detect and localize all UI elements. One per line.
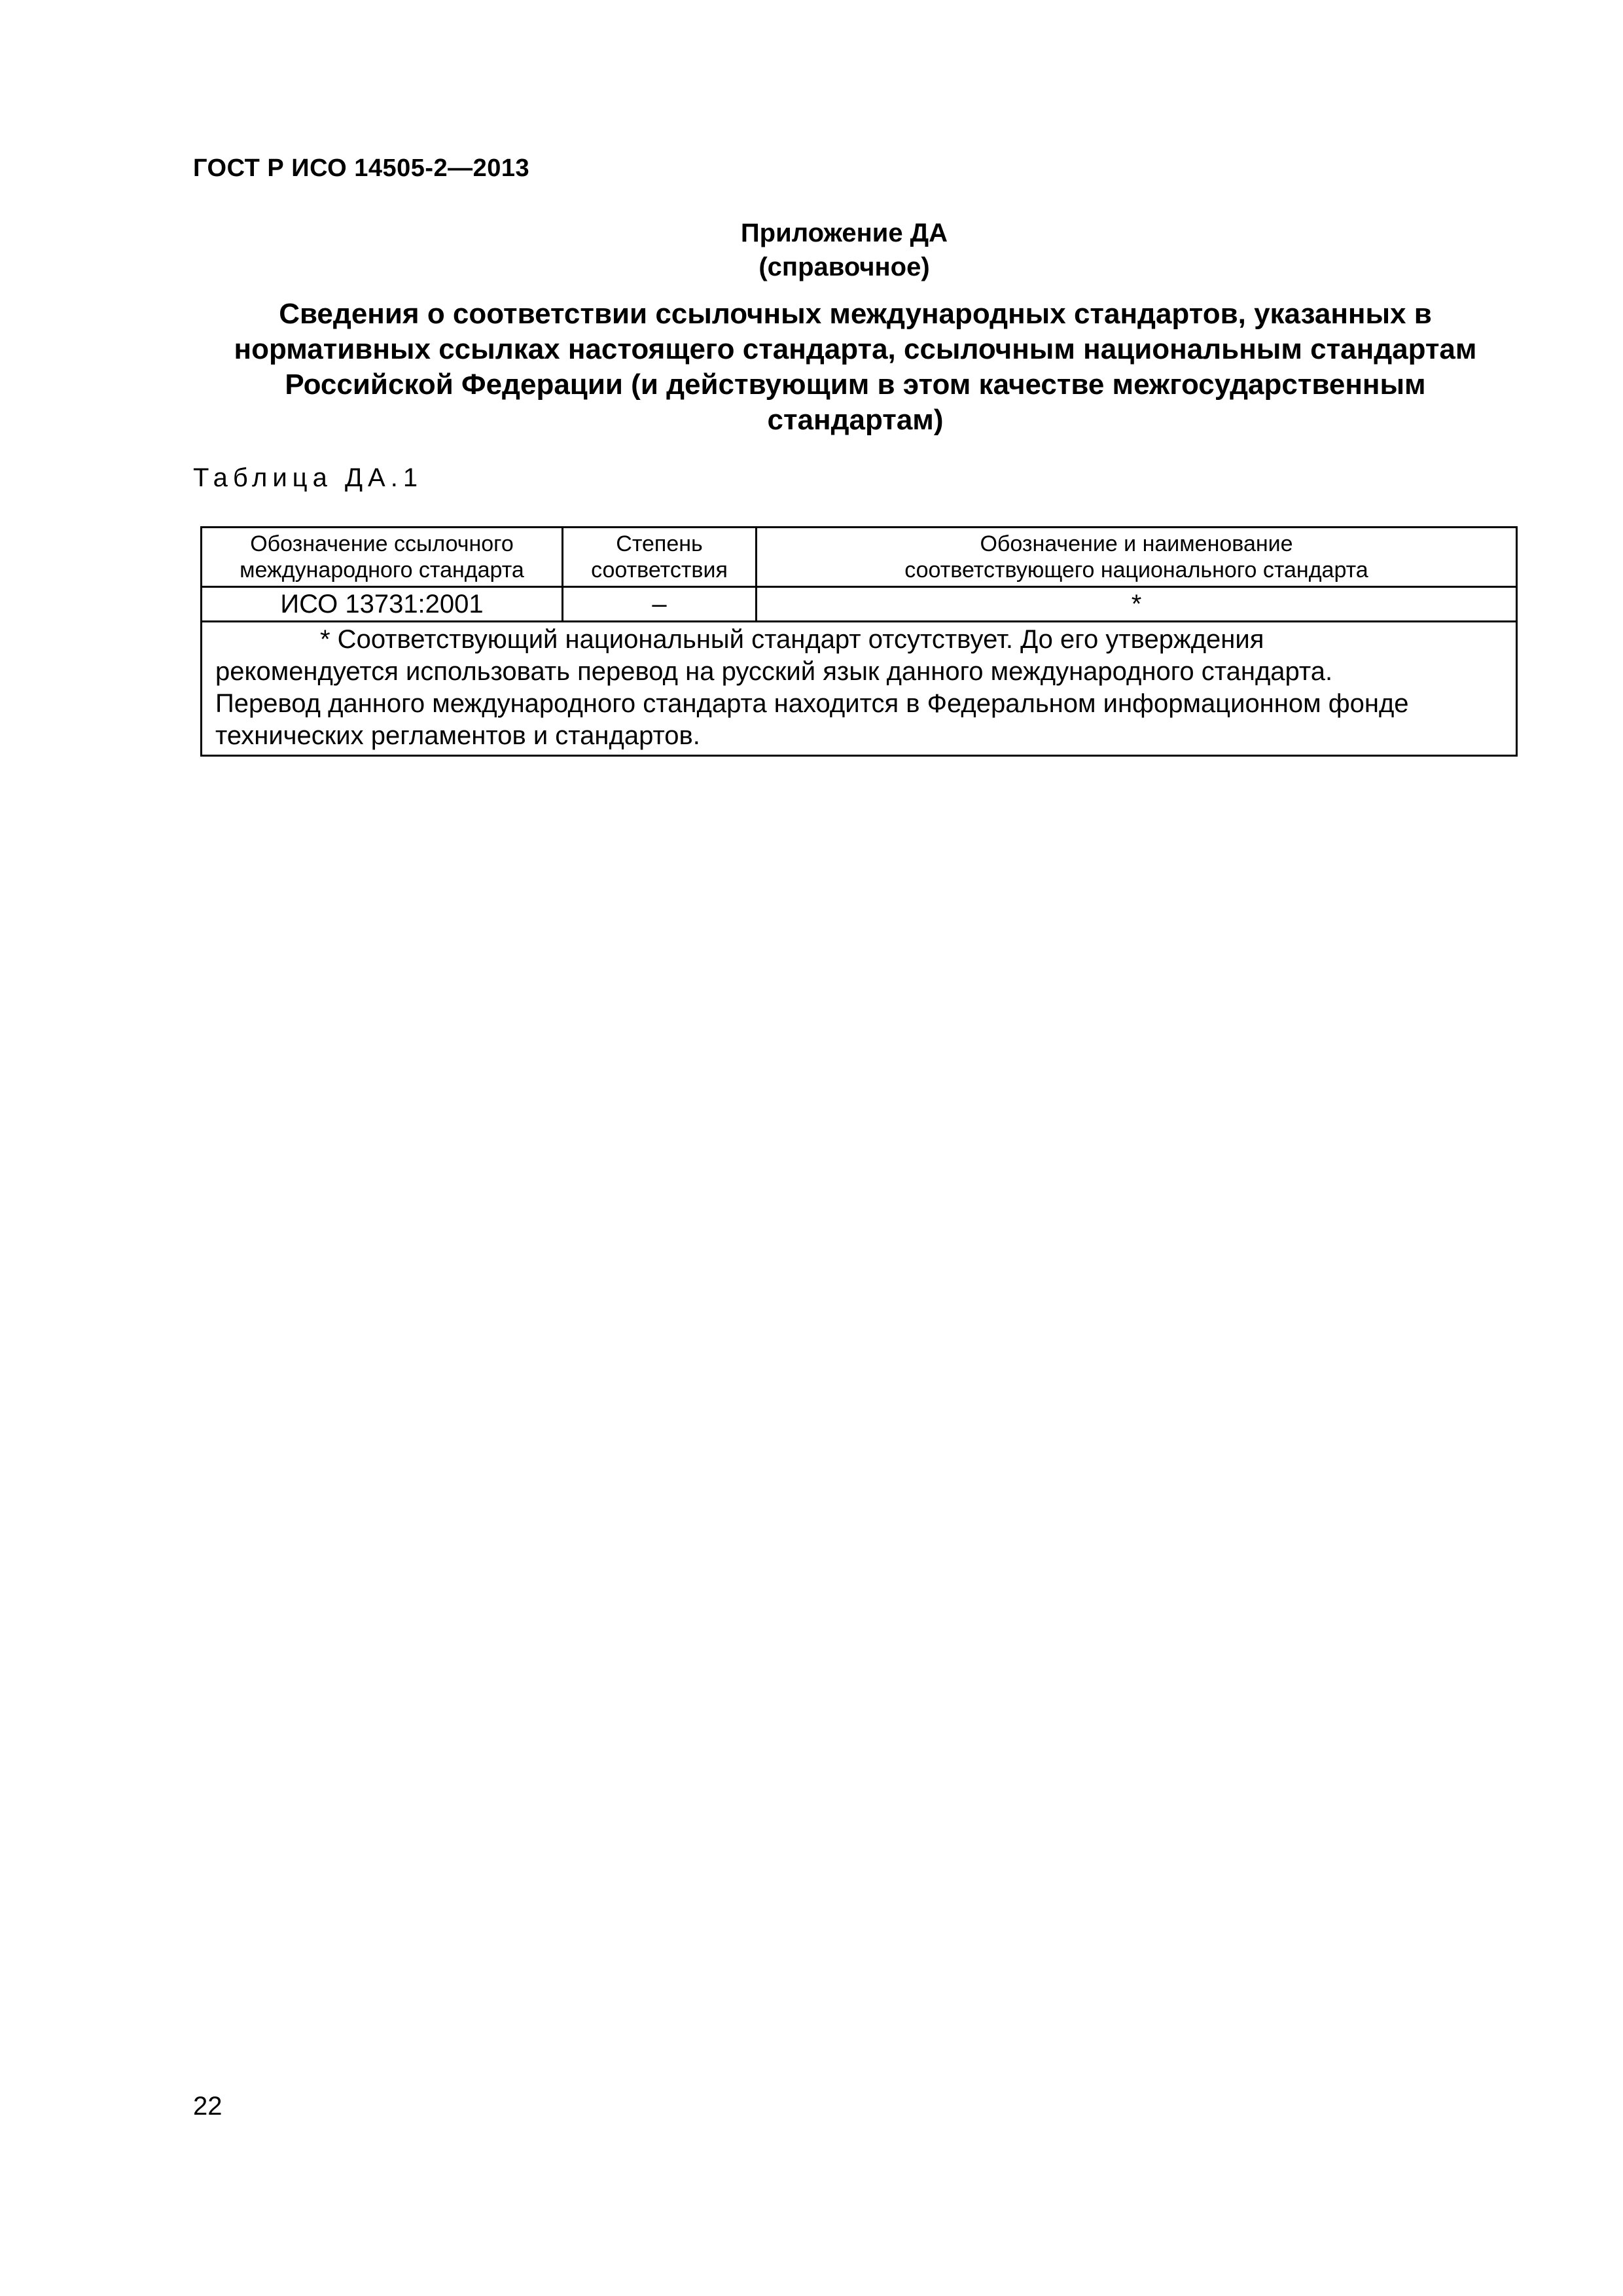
table-footnote [202,622,1517,756]
footnote-line: * Соответствующий национальный стандарт отсутствует. До его утверждения [320,625,1264,654]
column-header-degree-of-conformity: Степень соответствия [563,528,757,587]
table-header-row [202,528,1517,587]
table-row [202,587,1517,622]
heading-line: Российской Федерации (и действующим в этом качестве межгосударственным [285,368,1426,401]
heading-line: Сведения о соответствии ссылочных международных стандартов, указанных в [279,298,1432,330]
heading-line: стандартам) [767,404,944,436]
appendix-label [0,216,1623,284]
table-cell-international-standard: ИСО 13731:2001 [202,587,563,622]
table-cell-national-standard: * [757,587,1517,622]
footnote-line: технических регламентов и стандартов. [215,721,700,750]
table-caption: Таблица ДА.1 [193,463,423,492]
table-cell-degree-of-conformity: – [563,587,757,622]
column-header-international-standard: Обозначение ссылочного международного стандарта [202,528,563,587]
column-header-national-standard: Обозначение и наименование соответствующего национального стандарта [757,528,1517,587]
footnote-line: рекомендуется использовать перевод на русский язык данного международного стандарта. [215,657,1333,686]
document-code: ГОСТ Р ИСО 14505-2—2013 [193,154,530,182]
heading-line: нормативных ссылках настоящего стандарта, ссылочным национальным стандартам [234,333,1477,365]
table-footnote-row [202,622,1517,756]
reference-table [200,526,1518,757]
page-number: 22 [193,2092,223,2121]
footnote-line: Перевод данного международного стандарта находится в Федеральном информационном фонде [215,689,1409,718]
appendix-type: (справочное) [758,253,930,281]
appendix-title: Приложение ДА [740,219,948,247]
appendix-heading [193,296,1518,438]
